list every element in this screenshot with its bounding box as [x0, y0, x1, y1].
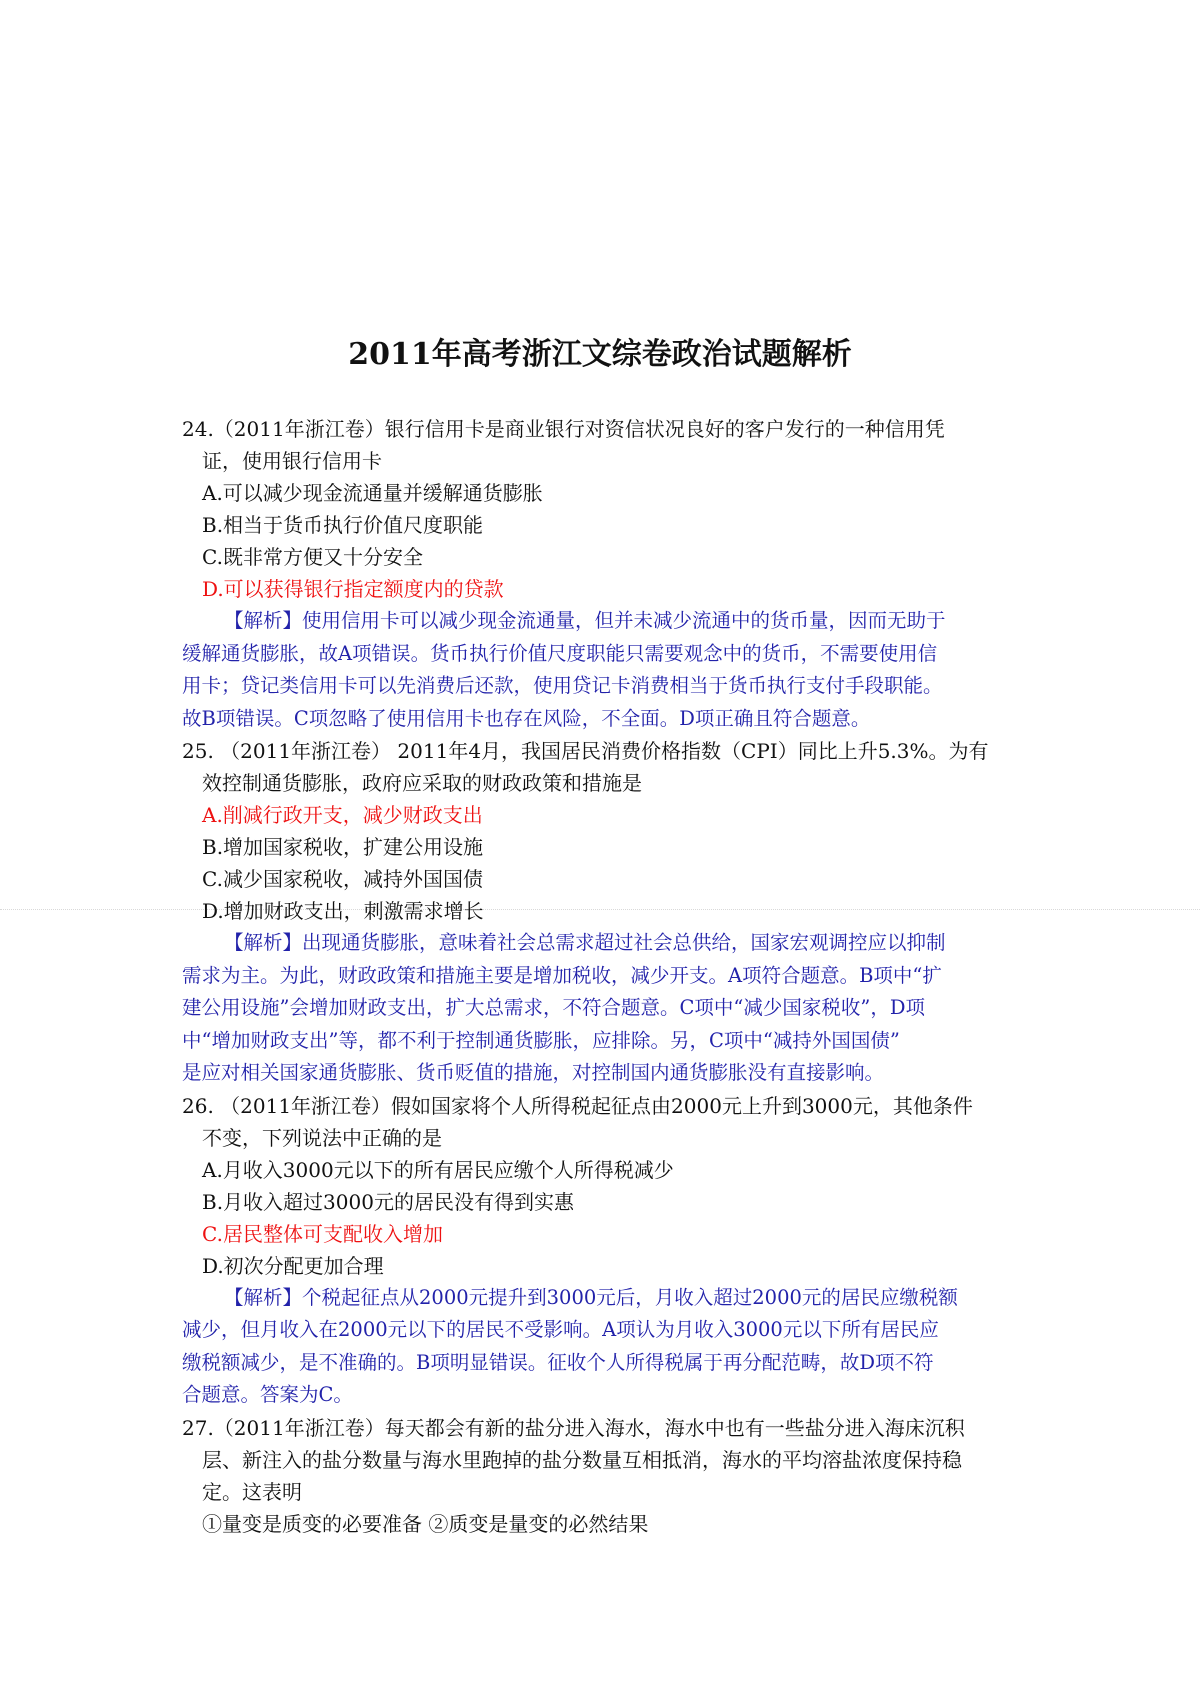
- analysis-line: 【解析】出现通货膨胀，意味着社会总需求超过社会总供给，国家宏观调控应以抑制: [224, 931, 946, 954]
- question-stem: 效控制通货膨胀，政府应采取的财政政策和措施是: [202, 771, 642, 795]
- question-26: [182, 1090, 1022, 1412]
- analysis-line: 缓解通货膨胀，故A项错误。货币执行价值尺度职能只需要观念中的货币，不需要使用信: [182, 641, 938, 665]
- option-a: A.月收入3000元以下的所有居民应缴个人所得税减少: [202, 1157, 674, 1182]
- question-stem: 25. （2011年浙江卷） 2011年4月，我国居民消费价格指数（CPI）同比上升5.3%。为有: [182, 739, 989, 763]
- analysis-line: 减少，但月收入在2000元以下的居民不受影响。A项认为月收入3000元以下所有居民应: [182, 1318, 939, 1341]
- analysis-line: 中“增加财政支出”等，都不利于控制通货膨胀，应排除。另，C项中“减持外国国债”: [182, 1028, 900, 1052]
- question-stem: 24.（2011年浙江卷）银行信用卡是商业银行对资信状况良好的客户发行的一种信用凭: [182, 417, 945, 441]
- question-25: [182, 735, 1022, 1090]
- option-d: D.增加财政支出，刺激需求增长: [202, 899, 484, 923]
- question-27: [182, 1412, 1022, 1540]
- option-c-correct: C.居民整体可支配收入增加: [202, 1221, 443, 1246]
- option-d-correct: D.可以获得银行指定额度内的贷款: [202, 577, 504, 601]
- question-24: [182, 413, 1022, 735]
- analysis-line: 建公用设施”会增加财政支出，扩大总需求，不符合题意。C项中“减少国家税收”，D项: [182, 996, 925, 1019]
- analysis-line: 合题意。答案为C。: [182, 1383, 353, 1406]
- analysis-line: 故B项错误。C项忽略了使用信用卡也存在风险，不全面。D项正确且符合题意。: [182, 706, 871, 730]
- question-stem: 26. （2011年浙江卷）假如国家将个人所得税起征点由2000元上升到3000元，其他条件: [182, 1093, 973, 1118]
- analysis-line: 用卡；贷记类信用卡可以先消费后还款，使用贷记卡消费相当于货币执行支付手段职能。: [182, 674, 943, 697]
- analysis-line: 缴税额减少，是不准确的。B项明显错误。征收个人所得税属于再分配范畴，故D项不符: [182, 1350, 934, 1374]
- document-title: 2011年高考浙江文综卷政治试题解析: [348, 337, 852, 372]
- question-stem: 不变，下列说法中正确的是: [202, 1125, 442, 1150]
- option-c: C.减少国家税收，减持外国国债: [202, 867, 483, 891]
- statement-options: ①量变是质变的必要准备 ②质变是量变的必然结果: [202, 1511, 649, 1536]
- option-b: B.月收入超过3000元的居民没有得到实惠: [202, 1189, 574, 1214]
- option-a: A.可以减少现金流通量并缓解通货膨胀: [202, 481, 543, 505]
- analysis-line: 【解析】个税起征点从2000元提升到3000元后，月收入超过2000元的居民应缴税额: [224, 1285, 958, 1309]
- option-a-correct: A.削减行政开支，减少财政支出: [202, 803, 483, 827]
- document-body: [182, 413, 1022, 1540]
- analysis-line: 【解析】使用信用卡可以减少现金流通量，但并未减少流通中的货币量，因而无助于: [224, 609, 946, 632]
- question-stem: 定。这表明: [202, 1479, 302, 1504]
- question-stem: 27.（2011年浙江卷）每天都会有新的盐分进入海水，海水中也有一些盐分进入海床沉积: [182, 1415, 965, 1440]
- question-stem: 证，使用银行信用卡: [202, 449, 382, 473]
- option-c: C.既非常方便又十分安全: [202, 545, 423, 569]
- option-d: D.初次分配更加合理: [202, 1253, 384, 1278]
- question-stem: 层、新注入的盐分数量与海水里跑掉的盐分数量互相抵消，海水的平均溶盐浓度保持稳: [202, 1447, 962, 1472]
- option-b: B.相当于货币执行价值尺度职能: [202, 513, 484, 537]
- analysis-line: 需求为主。为此，财政政策和措施主要是增加税收，减少开支。A项符合题意。B项中“扩: [182, 963, 942, 987]
- analysis-line: 是应对相关国家通货膨胀、货币贬值的措施，对控制国内通货膨胀没有直接影响。: [182, 1061, 885, 1084]
- option-b: B.增加国家税收，扩建公用设施: [202, 835, 484, 859]
